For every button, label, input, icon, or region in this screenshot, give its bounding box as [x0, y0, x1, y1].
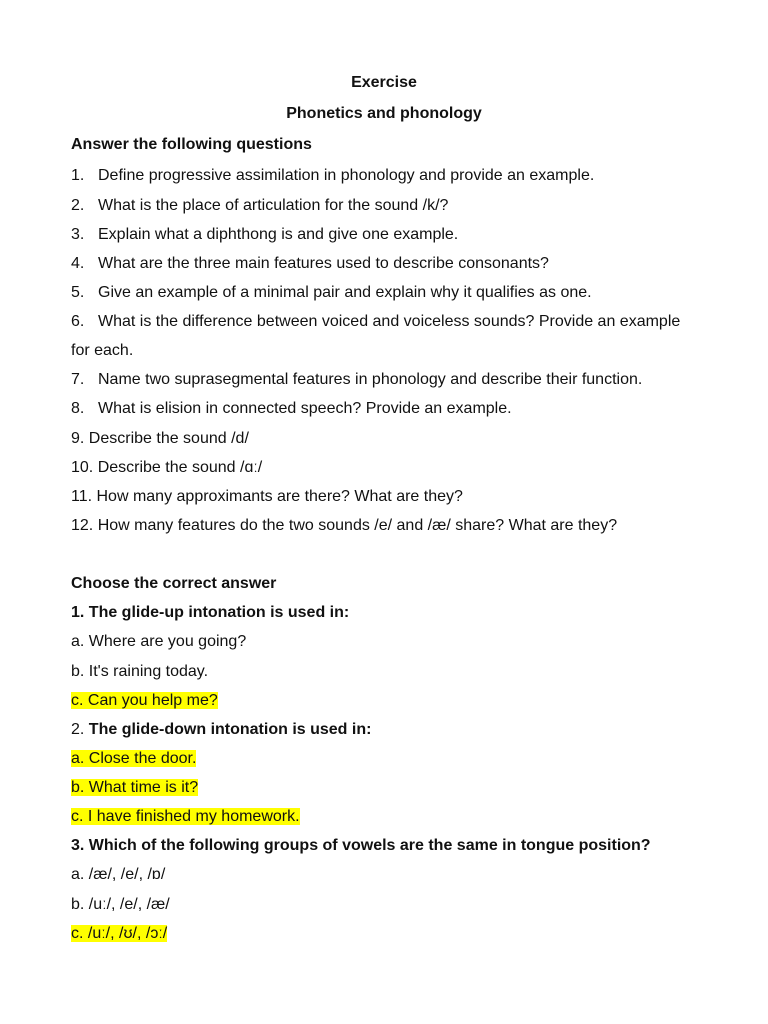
option-text: b. It's raining today.: [71, 663, 209, 680]
mcq-option: [71, 661, 208, 683]
question-item: [71, 165, 594, 187]
question-item: 11. How many approximants are there? What are they?: [71, 488, 463, 505]
section-heading-questions: Answer the following questions: [71, 136, 312, 153]
question-number: 2.: [71, 197, 85, 214]
question-text: Give an example of a minimal pair and explain why it qualifies as one.: [98, 284, 592, 301]
mcq-prompt-text: The glide-down intonation is used in:: [88, 721, 372, 738]
question-item: [71, 398, 512, 420]
question-number: 4.: [71, 255, 85, 272]
question-item: 12. How many features do the two sounds /e/ and /æ/ share? What are they?: [71, 517, 618, 534]
question-number: 5.: [71, 284, 85, 301]
question-item: [71, 369, 642, 391]
mcq-option-highlighted: [71, 690, 218, 712]
question-number: 1.: [71, 167, 85, 184]
mcq-prompt: 3. Which of the following groups of vowels are the same in tongue position?: [71, 837, 651, 854]
question-text: Explain what a diphthong is and give one example.: [98, 226, 459, 243]
question-text: What is the difference between voiced and voiceless sounds? Provide an example: [98, 313, 681, 330]
mcq-option-highlighted: [71, 923, 167, 945]
question-item: 9. Describe the sound /d/: [71, 430, 249, 447]
mcq-prompt: [71, 719, 371, 741]
question-item: [71, 311, 680, 333]
page-title: Exercise: [351, 74, 417, 91]
option-text: c. Can you help me?: [71, 692, 218, 709]
question-continuation: for each.: [71, 342, 134, 359]
question-text: Define progressive assimilation in phonology and provide an example.: [98, 167, 595, 184]
question-item: 10. Describe the sound /ɑː/: [71, 459, 263, 476]
question-item: [71, 195, 448, 217]
question-text: What is elision in connected speech? Provide an example.: [98, 400, 512, 417]
mcq-option-highlighted: [71, 748, 196, 770]
question-item: [71, 282, 592, 304]
question-number: 6.: [71, 313, 85, 330]
mcq-option: [71, 894, 170, 916]
option-text: b. What time is it?: [71, 779, 199, 796]
option-text: a. Where are you going?: [71, 633, 247, 650]
option-text: c. I have finished my homework.: [71, 808, 300, 825]
question-item: [71, 253, 549, 275]
page-subtitle: Phonetics and phonology: [286, 105, 482, 122]
mcq-option: [71, 631, 246, 653]
mcq-prompt: 1. The glide-up intonation is used in:: [71, 604, 350, 621]
option-text: b. /uː/, /e/, /æ/: [71, 896, 170, 913]
question-text: What is the place of articulation for the sound /k/?: [98, 197, 449, 214]
mcq-option: [71, 864, 165, 886]
question-number: 7.: [71, 371, 85, 388]
question-number: 8.: [71, 400, 85, 417]
option-text: a. Close the door.: [71, 750, 197, 767]
question-text: Name two suprasegmental features in phonology and describe their function.: [98, 371, 643, 388]
question-text: What are the three main features used to describe consonants?: [98, 255, 549, 272]
option-text: c. /uː/, /ʊ/, /ɔː/: [71, 925, 168, 942]
mcq-number: 2.: [71, 721, 89, 738]
mcq-option-highlighted: [71, 777, 198, 799]
question-item: [71, 224, 458, 246]
option-text: a. /æ/, /e/, /ɒ/: [71, 866, 166, 883]
question-number: 3.: [71, 226, 85, 243]
mcq-option-highlighted: [71, 806, 300, 828]
section-heading-choose: Choose the correct answer: [71, 575, 277, 592]
